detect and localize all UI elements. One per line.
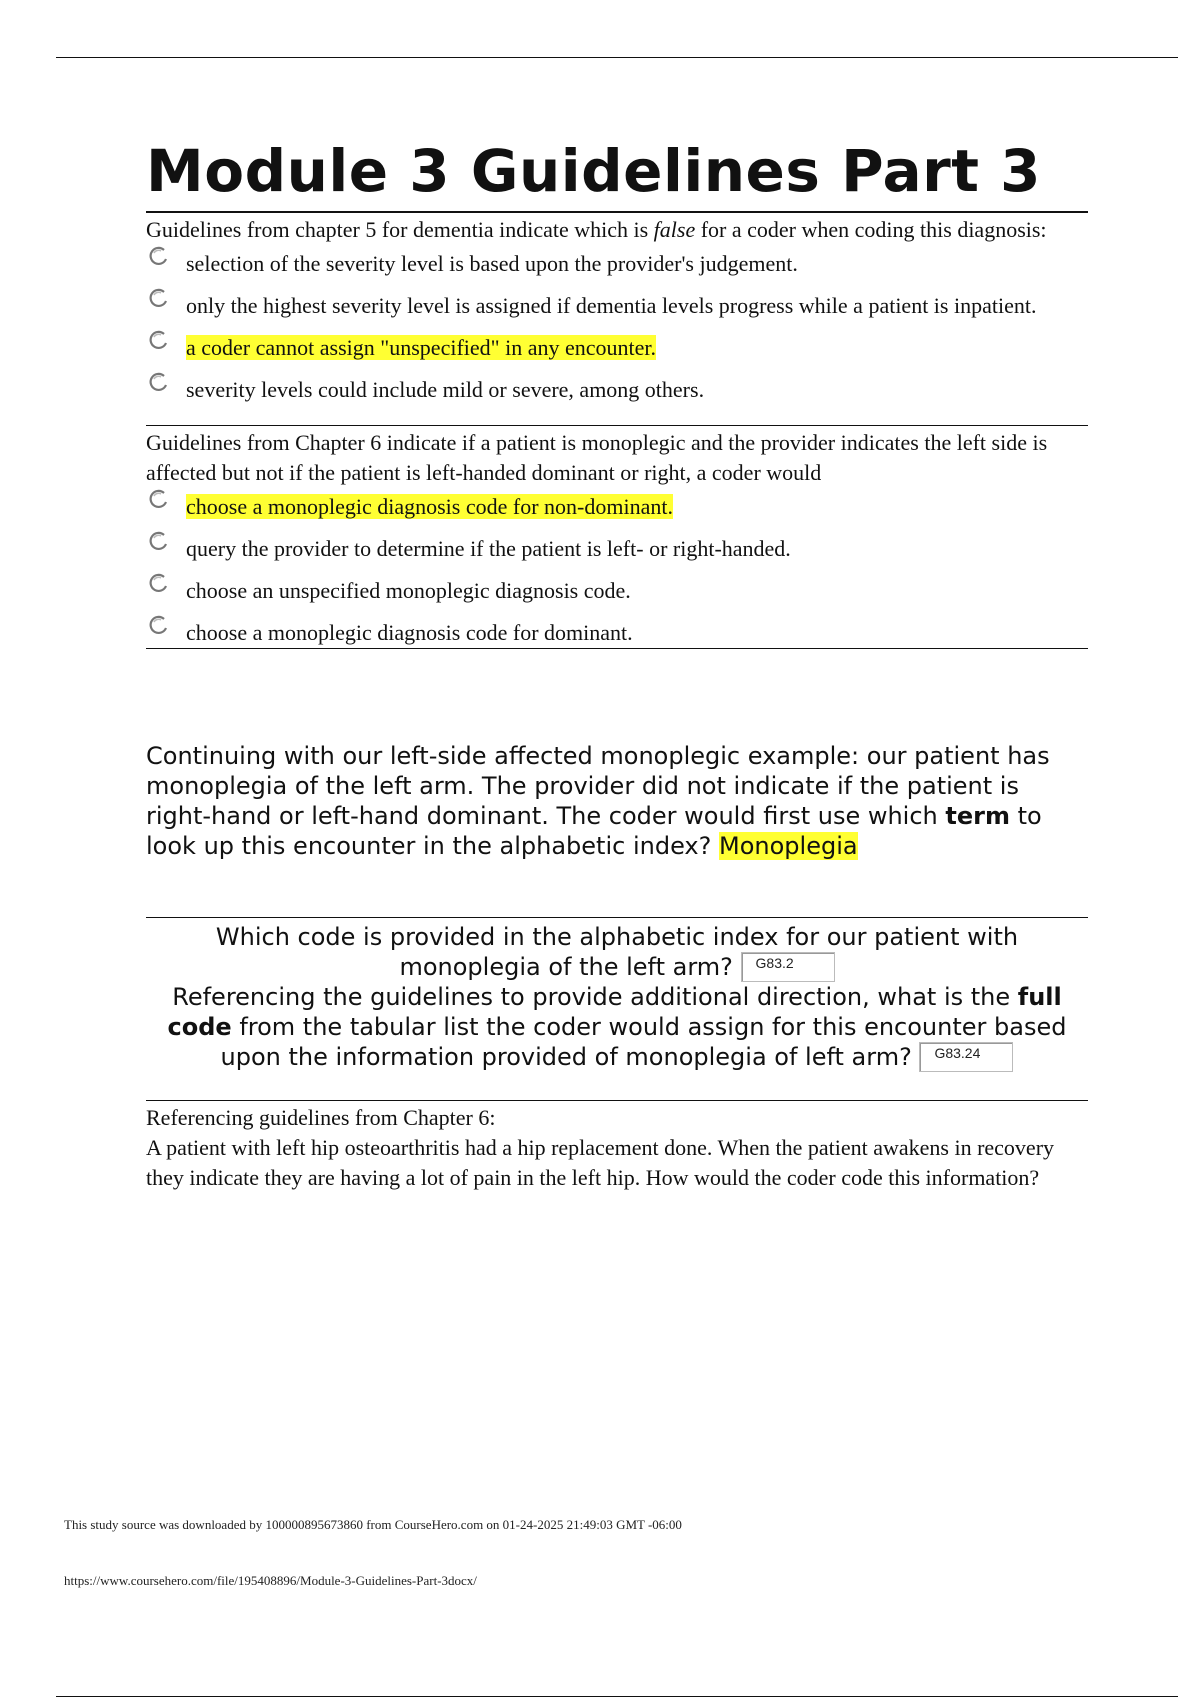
radio-option[interactable]: choose an unspecified monoplegic diagnosis code. xyxy=(146,576,1088,606)
document-body xyxy=(146,138,1088,1193)
radio-button-icon[interactable] xyxy=(146,249,186,267)
highlighted-answer: Monoplegia xyxy=(719,831,858,860)
question-2-prompt: Guidelines from Chapter 6 indicate if a patient is monoplegic and the provider indicates the left side is affected but not if the patient is left-handed dominant or right, a coder would xyxy=(146,429,1048,485)
question-4: Which code is provided in the alphabetic index for our patient with monoplegia of the left arm? G83.2 Referencing the guidelines to provide additional direction, what is the full code from the tabular list the coder would assign for this encounter based upon the information provided of monoplegia of left arm? G83.24 xyxy=(146,917,1088,1072)
radio-option[interactable]: selection of the severity level is based upon the provider's judgement. xyxy=(146,249,1088,279)
answer-field-alphabetic-code[interactable]: G83.2 xyxy=(741,952,835,982)
radio-button-icon[interactable] xyxy=(146,375,186,393)
question-1 xyxy=(146,213,1088,405)
radio-option[interactable]: choose a monoplegic diagnosis code for dominant. xyxy=(146,618,1088,648)
question-5: Referencing the guidelines to provide additional direction, what is the full code from the tabular list the coder would assign for this encounter based upon the information provided of monoplegia of left arm? G83.24 xyxy=(167,982,1067,1071)
question-1-prompt: Guidelines from chapter 5 for dementia indicate which is false for a coder when coding this diagnosis: xyxy=(146,216,1047,242)
radio-option-selected[interactable] xyxy=(146,333,1088,363)
radio-option[interactable]: query the provider to determine if the patient is left- or right-handed. xyxy=(146,534,1088,564)
highlighted-answer: a coder cannot assign "unspecified" in any encounter. xyxy=(186,334,657,360)
radio-button-icon[interactable] xyxy=(146,576,186,594)
download-notice: This study source was downloaded by 100000895673860 from CourseHero.com on 01-24-2025 21:49:03 GMT -06:00 xyxy=(64,1517,682,1532)
highlighted-answer: choose a monoplegic diagnosis code for non-dominant. xyxy=(186,493,673,519)
source-url: https://www.coursehero.com/file/195408896/Module-3-Guidelines-Part-3docx/ xyxy=(64,1573,477,1588)
radio-option-selected[interactable] xyxy=(146,492,1088,522)
question-6: Referencing guidelines from Chapter 6: A patient with left hip osteoarthritis had a hip replacement done. When the patient awakens in recovery they indicate they are having a lot of pain in the left hip. How would the coder code this information? xyxy=(146,1100,1088,1193)
radio-option[interactable]: only the highest severity level is assigned if dementia levels progress while a patient is inpatient. xyxy=(146,291,1088,321)
bottom-rule xyxy=(56,1696,1178,1697)
radio-option[interactable]: severity levels could include mild or severe, among others. xyxy=(146,375,1088,405)
answer-field-full-code[interactable]: G83.24 xyxy=(919,1042,1013,1072)
radio-button-icon[interactable] xyxy=(146,618,186,636)
top-rule xyxy=(56,57,1178,58)
page-title: Module 3 Guidelines Part 3 xyxy=(146,138,1088,213)
question-2 xyxy=(146,425,1088,649)
radio-button-icon[interactable] xyxy=(146,333,186,351)
radio-button-icon[interactable] xyxy=(146,534,186,552)
radio-button-icon[interactable] xyxy=(146,492,186,510)
question-3: Continuing with our left-side affected monoplegic example: our patient has monoplegia of the left arm. The provider did not indicate if the patient is right-hand or left-hand dominant. The coder would first use which term to look up this encounter in the alphabetic index? Monoplegia xyxy=(146,741,1050,860)
radio-button-icon[interactable] xyxy=(146,291,186,309)
